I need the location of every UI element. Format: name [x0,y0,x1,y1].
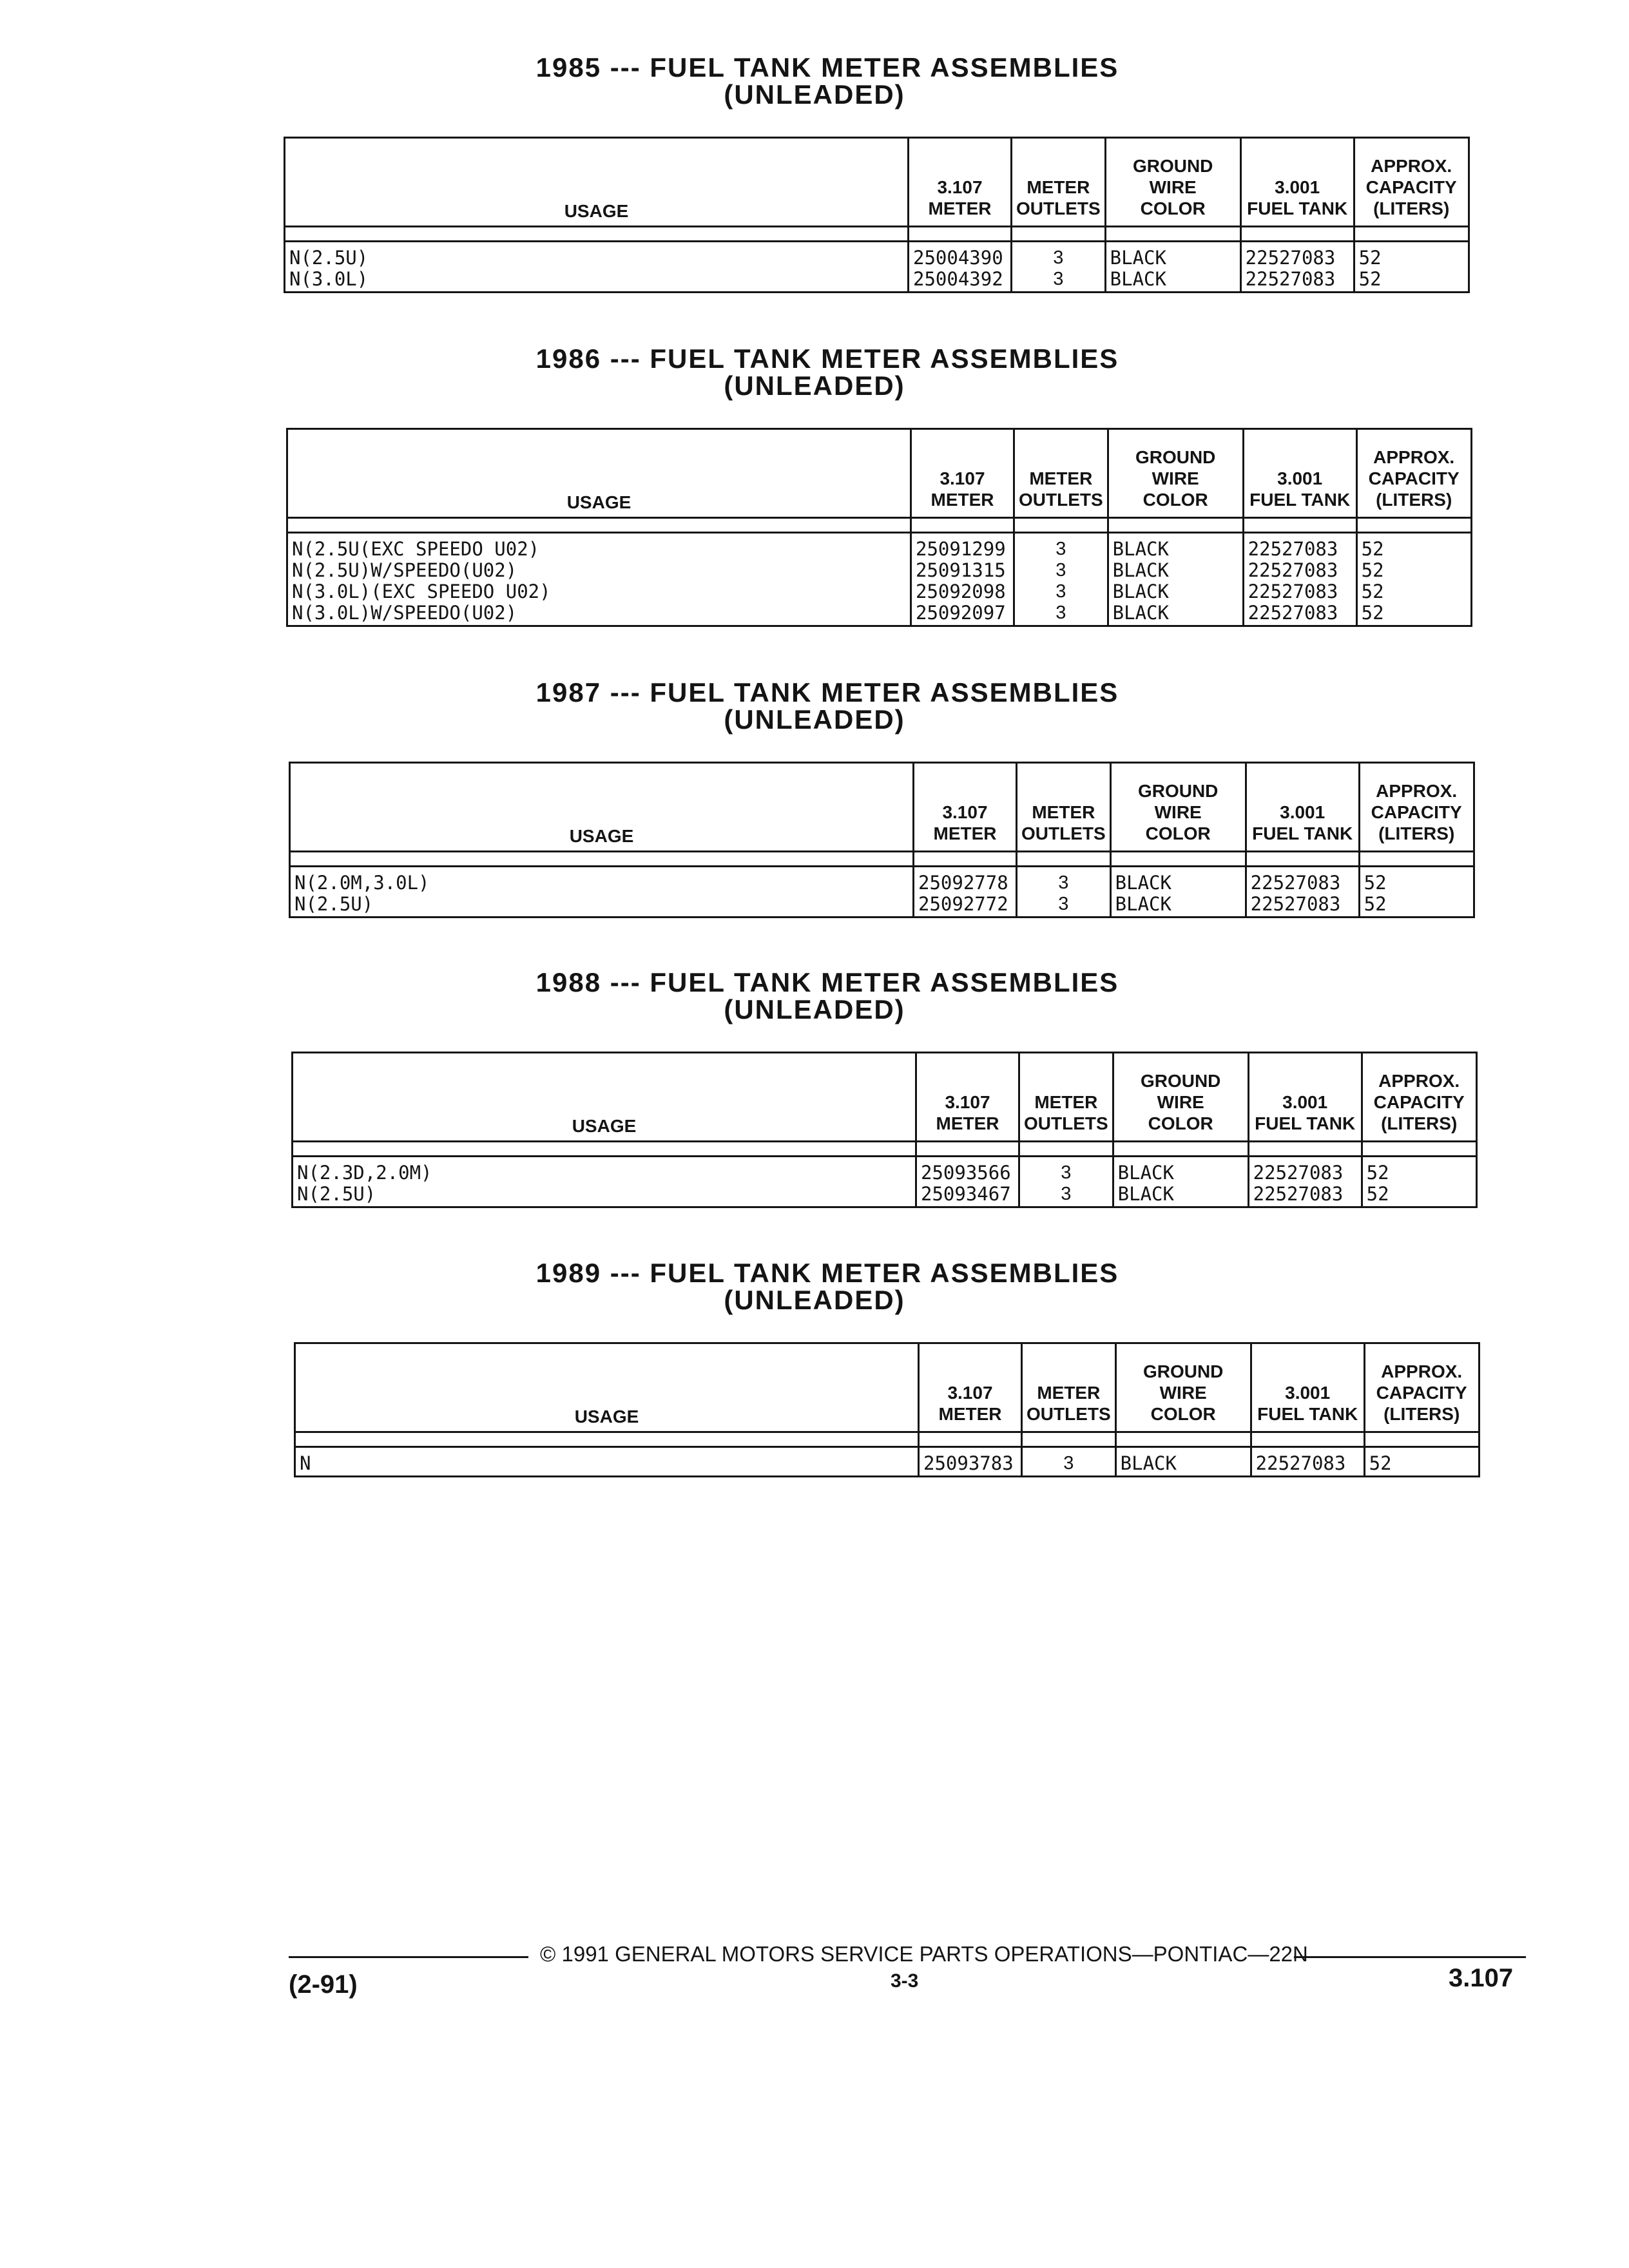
column-header-label: 3.001 [1277,468,1323,488]
cell-value: N(2.5U(EXC SPEEDO U02) [292,538,540,560]
spacer-cell [1115,1432,1251,1447]
cell-value: 25092098 [916,581,1006,602]
cell-value: N(3.0L)W/SPEEDO(U02) [292,602,517,624]
column-header-capacity [1362,1053,1476,1142]
section-subtitle: (UNLEADED) [724,79,905,110]
cell-value: 52 [1369,1452,1392,1474]
column-header-label: CAPACITY [1376,1383,1467,1403]
spacer-cell [1113,1142,1248,1157]
column-header-label: USAGE [564,201,629,221]
column-header-label: (LITERS) [1378,823,1455,843]
column-header-label: 3.107 [940,468,985,488]
spacer-cell [1014,518,1108,533]
column-header-label: COLOR [1145,823,1211,843]
column-header-label: USAGE [569,826,634,846]
cell-color [1113,1157,1248,1207]
spacer-cell [1243,518,1356,533]
cell-value: 25092778 [918,872,1008,894]
column-header-capacity [1354,138,1469,227]
column-header-outlets [1022,1343,1116,1432]
cell-value: BLACK [1110,247,1166,269]
column-header-label: METER [933,823,997,843]
column-header-label: COLOR [1140,198,1206,218]
cell-value: 3 [1055,560,1066,581]
cell-value: 25093467 [921,1183,1011,1205]
spacer-cell [285,227,909,242]
cell-value: N(2.5U) [289,247,369,269]
column-header-tank [1246,763,1359,852]
column-header-label: CAPACITY [1365,177,1457,197]
cell-value: 25093783 [923,1452,1014,1474]
column-header-label: (LITERS) [1373,198,1450,218]
spacer-cell [1022,1432,1116,1447]
table-header-row [293,1053,1477,1142]
column-header-tank [1240,138,1354,227]
column-header-color [1110,763,1246,852]
cell-meter [916,1157,1019,1207]
cell-value: 22527083 [1250,893,1341,915]
column-header-label: METER [1029,468,1093,488]
section-heading [0,1260,1629,1314]
column-header-label: 3.001 [1285,1383,1331,1403]
table-spacer-row [290,852,1474,867]
column-header-label: COLOR [1150,1404,1216,1424]
cell-value: 52 [1364,872,1387,894]
spacer-cell [287,518,911,533]
cell-value: 25091299 [916,538,1006,560]
table-row [293,1157,1477,1207]
cell-value: BLACK [1112,581,1169,602]
column-header-color [1108,429,1243,518]
section-subtitle: (UNLEADED) [724,370,905,401]
column-header-label: USAGE [574,1407,639,1427]
spacer-cell [1108,518,1243,533]
column-header-usage [293,1053,916,1142]
column-header-label: WIRE [1159,1383,1207,1403]
cell-capacity [1362,1157,1476,1207]
column-header-label: METER [930,490,994,510]
spacer-cell [1354,227,1469,242]
column-header-usage [295,1343,919,1432]
spacer-cell [1359,852,1474,867]
column-header-usage [290,763,914,852]
table-row [295,1447,1480,1477]
cell-value: N(2.5U) [297,1183,376,1205]
cell-meter [909,242,1012,293]
meter-assembly-table [289,762,1475,918]
cell-value: 25093566 [921,1162,1011,1184]
meter-assembly-table [291,1052,1478,1208]
column-header-tank [1251,1343,1364,1432]
cell-usage [293,1157,916,1207]
column-header-label: CAPACITY [1373,1092,1465,1112]
spacer-cell [1017,852,1111,867]
cell-usage [290,867,914,918]
column-header-label: APPROX. [1378,1071,1460,1091]
cell-meter [919,1447,1022,1477]
cell-value: 52 [1361,559,1384,581]
cell-value: 22527083 [1245,247,1336,269]
section-title: 1985 --- FUEL TANK METER ASSEMBLIES [535,52,1119,82]
cell-value: 22527083 [1253,1162,1344,1184]
cell-tank [1243,533,1356,626]
column-header-label: WIRE [1149,177,1197,197]
cell-usage [295,1447,919,1477]
cell-capacity [1354,242,1469,293]
cell-value: BLACK [1117,1162,1174,1184]
cell-value: 22527083 [1253,1183,1344,1205]
cell-outlets [1014,533,1108,626]
column-header-label: METER [1027,177,1090,197]
cell-capacity [1364,1447,1479,1477]
column-header-label: CAPACITY [1371,802,1462,822]
cell-value: 52 [1361,538,1384,560]
cell-value: 3 [1055,539,1066,559]
column-header-label: GROUND [1140,1071,1221,1091]
table-spacer-row [287,518,1472,533]
spacer-cell [1105,227,1240,242]
cell-value: 52 [1361,602,1384,624]
cell-tank [1240,242,1354,293]
column-header-label: METER [1037,1383,1101,1403]
cell-color [1105,242,1240,293]
section-subtitle: (UNLEADED) [724,704,905,735]
cell-value: 3 [1055,581,1066,602]
column-header-label: APPROX. [1376,781,1458,801]
column-header-meter [919,1343,1022,1432]
column-header-outlets [1014,429,1108,518]
footer-rule-right [1294,1956,1526,1958]
cell-value: N(2.5U) [294,893,374,915]
column-header-tank [1248,1053,1362,1142]
column-header-outlets [1012,138,1106,227]
column-header-label: COLOR [1142,490,1208,510]
column-header-label: (LITERS) [1381,1113,1458,1133]
footer-page-number: 3-3 [891,1970,919,1992]
section-subtitle: (UNLEADED) [724,1285,905,1315]
cell-value: BLACK [1112,602,1169,624]
cell-value: BLACK [1112,559,1169,581]
cell-color [1115,1447,1251,1477]
cell-value: N(3.0L)(EXC SPEEDO U02) [292,581,551,602]
column-header-label: CAPACITY [1368,468,1460,488]
column-header-label: 3.001 [1280,802,1325,822]
table-header-row [290,763,1474,852]
column-header-usage [285,138,909,227]
section-subtitle: (UNLEADED) [724,994,905,1024]
column-header-outlets [1019,1053,1113,1142]
table-row [287,533,1472,626]
column-header-label: 3.107 [937,177,983,197]
column-header-label: METER [928,198,992,218]
cell-value: 25092772 [918,893,1008,915]
cell-meter [911,533,1014,626]
column-header-color [1115,1343,1251,1432]
column-header-label: APPROX. [1381,1361,1463,1381]
cell-outlets [1022,1447,1116,1477]
cell-value: N(3.0L) [289,268,369,290]
spacer-cell [290,852,914,867]
column-header-color [1113,1053,1248,1142]
meter-assembly-table [284,137,1470,293]
cell-value: 52 [1366,1162,1389,1184]
section-heading [0,54,1629,108]
spacer-cell [909,227,1012,242]
section-title: 1986 --- FUEL TANK METER ASSEMBLIES [535,343,1119,374]
column-header-label: FUEL TANK [1252,823,1353,843]
column-header-label: 3.001 [1275,177,1320,197]
cell-value: BLACK [1115,893,1171,915]
column-header-label: USAGE [566,492,631,512]
cell-value: 25004390 [913,247,1003,269]
table-spacer-row [295,1432,1480,1447]
column-header-label: OUTLETS [1021,823,1106,843]
column-header-label: OUTLETS [1027,1404,1111,1424]
cell-value: N(2.5U)W/SPEEDO(U02) [292,559,517,581]
spacer-cell [295,1432,919,1447]
column-header-label: GROUND [1135,447,1216,467]
column-header-color [1105,138,1240,227]
column-header-label: FUEL TANK [1255,1113,1356,1133]
column-header-label: APPROX. [1371,156,1452,176]
column-header-label: (LITERS) [1383,1404,1460,1424]
cell-value: 3 [1061,1162,1072,1183]
cell-value: 25092097 [916,602,1006,624]
cell-value: BLACK [1117,1183,1174,1205]
column-header-label: FUEL TANK [1257,1404,1358,1424]
section-heading [0,679,1629,733]
table-spacer-row [293,1142,1477,1157]
spacer-cell [1251,1432,1364,1447]
spacer-cell [1362,1142,1476,1157]
meter-assembly-table [294,1342,1480,1477]
footer-section-code: 3.107 [1449,1964,1514,1992]
spacer-cell [1240,227,1354,242]
cell-tank [1246,867,1359,918]
table-row [285,242,1469,293]
cell-value: 22527083 [1250,872,1341,894]
column-header-label: COLOR [1148,1113,1213,1133]
cell-value: 22527083 [1248,538,1338,560]
cell-usage [287,533,911,626]
cell-value: 3 [1053,269,1064,289]
cell-capacity [1356,533,1471,626]
spacer-cell [1110,852,1246,867]
column-header-label: (LITERS) [1376,490,1452,510]
column-header-label: 3.107 [947,1383,993,1403]
table-header-row [295,1343,1480,1432]
spacer-cell [1356,518,1471,533]
section-title: 1988 --- FUEL TANK METER ASSEMBLIES [535,967,1119,997]
section-heading [0,969,1629,1023]
column-header-usage [287,429,911,518]
column-header-label: GROUND [1142,1361,1224,1381]
cell-value: 52 [1366,1183,1389,1205]
column-header-label: GROUND [1137,781,1219,801]
cell-value: 25091315 [916,559,1006,581]
column-header-capacity [1364,1343,1479,1432]
column-header-tank [1243,429,1356,518]
cell-value: 3 [1058,894,1069,914]
cell-value: 3 [1063,1453,1074,1474]
column-header-label: WIRE [1152,468,1199,488]
cell-value: 52 [1361,581,1384,602]
column-header-meter [911,429,1014,518]
cell-outlets [1017,867,1111,918]
column-header-label: WIRE [1154,802,1202,822]
table-header-row [287,429,1472,518]
column-header-label: 3.001 [1282,1092,1328,1112]
column-header-label: FUEL TANK [1247,198,1348,218]
cell-tank [1248,1157,1362,1207]
cell-value: N(2.0M,3.0L) [294,872,430,894]
footer-rule-left [289,1956,528,1958]
cell-value: 22527083 [1245,268,1336,290]
cell-value: N(2.3D,2.0M) [297,1162,432,1184]
cell-meter [914,867,1017,918]
table-row [290,867,1474,918]
column-header-label: 3.107 [945,1092,990,1112]
cell-value: 52 [1364,893,1387,915]
cell-outlets [1019,1157,1113,1207]
footer-copyright: © 1991 GENERAL MOTORS SERVICE PARTS OPERATIONS—PONTIAC—22N [540,1942,1308,1966]
section-title: 1987 --- FUEL TANK METER ASSEMBLIES [535,677,1119,707]
cell-value: 22527083 [1248,581,1338,602]
column-header-label: APPROX. [1373,447,1455,467]
cell-value: N [300,1452,311,1474]
cell-outlets [1012,242,1106,293]
cell-value: 52 [1358,268,1382,290]
cell-value: BLACK [1115,872,1171,894]
cell-value: 3 [1053,247,1064,268]
spacer-cell [1248,1142,1362,1157]
column-header-label: OUTLETS [1016,198,1101,218]
spacer-cell [293,1142,916,1157]
column-header-label: METER [936,1113,999,1133]
cell-value: 22527083 [1248,559,1338,581]
cell-value: BLACK [1110,268,1166,290]
column-header-label: GROUND [1132,156,1213,176]
cell-value: 3 [1058,872,1069,893]
column-header-outlets [1017,763,1111,852]
cell-value: BLACK [1112,538,1169,560]
column-header-label: FUEL TANK [1249,490,1351,510]
spacer-cell [911,518,1014,533]
column-header-capacity [1356,429,1471,518]
spacer-cell [914,852,1017,867]
spacer-cell [1364,1432,1479,1447]
cell-color [1110,867,1246,918]
column-header-label: OUTLETS [1024,1113,1108,1133]
cell-value: 3 [1055,602,1066,623]
table-header-row [285,138,1469,227]
column-header-capacity [1359,763,1474,852]
cell-value: 22527083 [1248,602,1338,624]
column-header-label: METER [1034,1092,1098,1112]
column-header-meter [909,138,1012,227]
spacer-cell [1012,227,1106,242]
spacer-cell [1019,1142,1113,1157]
spacer-cell [919,1432,1022,1447]
cell-tank [1251,1447,1364,1477]
column-header-label: METER [938,1404,1002,1424]
column-header-label: METER [1032,802,1095,822]
section-heading [0,345,1629,399]
column-header-label: 3.107 [942,802,988,822]
cell-value: 52 [1358,247,1382,269]
cell-capacity [1359,867,1474,918]
cell-value: BLACK [1120,1452,1177,1474]
column-header-meter [914,763,1017,852]
spacer-cell [916,1142,1019,1157]
column-header-label: USAGE [572,1116,637,1136]
column-header-label: OUTLETS [1019,490,1103,510]
cell-value: 25004392 [913,268,1003,290]
meter-assembly-table [286,428,1472,627]
cell-color [1108,533,1243,626]
cell-usage [285,242,909,293]
section-title: 1989 --- FUEL TANK METER ASSEMBLIES [535,1258,1119,1288]
cell-value: 22527083 [1255,1452,1346,1474]
table-spacer-row [285,227,1469,242]
column-header-meter [916,1053,1019,1142]
column-header-label: WIRE [1157,1092,1204,1112]
spacer-cell [1246,852,1359,867]
cell-value: 3 [1061,1184,1072,1204]
footer-date-code: (2-91) [289,1970,358,1999]
